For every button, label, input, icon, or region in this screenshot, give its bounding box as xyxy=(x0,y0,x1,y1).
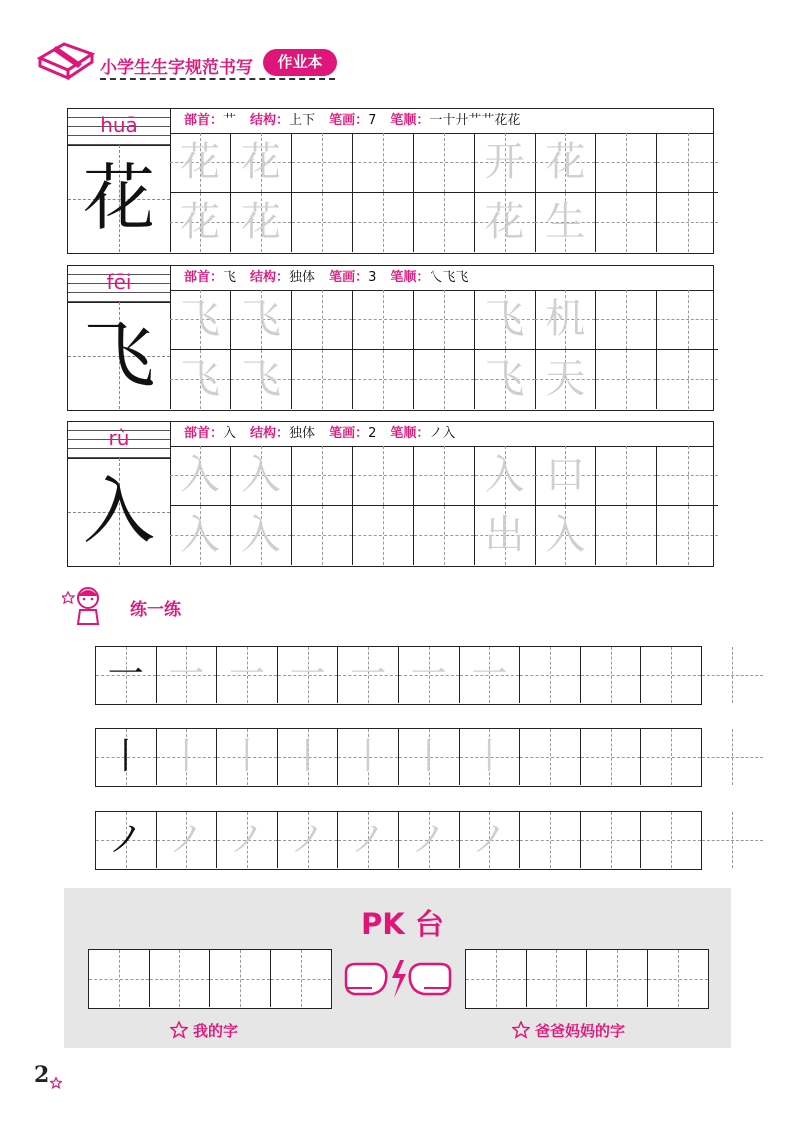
writing-cell[interactable] xyxy=(657,350,718,410)
pk-label-parents: 爸爸妈妈的字 xyxy=(535,1022,626,1040)
model-character-panel xyxy=(68,422,171,565)
trace-stroke: 一 xyxy=(289,654,326,695)
writing-cell[interactable] xyxy=(353,506,414,566)
practice-cell[interactable] xyxy=(338,812,399,868)
writing-cell[interactable] xyxy=(475,193,536,253)
writing-cell[interactable] xyxy=(596,133,657,193)
pinyin: huā xyxy=(100,113,138,137)
pk-grid-parents[interactable] xyxy=(465,949,709,1009)
radical-value: 飞 xyxy=(223,270,237,285)
trace-character xyxy=(414,506,474,566)
trace-character: 花 xyxy=(180,139,220,185)
writing-cell[interactable] xyxy=(475,350,536,410)
pk-cell[interactable] xyxy=(587,950,648,1007)
practice-cell[interactable] xyxy=(96,729,157,785)
writing-cell[interactable] xyxy=(414,133,475,193)
writing-cell[interactable] xyxy=(292,133,353,193)
writing-cell[interactable] xyxy=(231,350,292,410)
structure-label: 结构： xyxy=(250,270,290,285)
model-character-grid xyxy=(68,458,170,565)
practice-cell[interactable] xyxy=(217,647,278,703)
pinyin-lines xyxy=(68,422,170,459)
writing-cell[interactable] xyxy=(170,133,231,193)
writing-cell[interactable] xyxy=(596,350,657,410)
notebook-pencil-icon xyxy=(34,38,98,82)
trace-character: 机 xyxy=(545,296,586,342)
character-block xyxy=(67,421,714,567)
trace-character: 入 xyxy=(180,452,220,498)
trace-character xyxy=(353,290,413,349)
trace-stroke xyxy=(581,729,641,785)
trace-character: 入 xyxy=(240,511,281,558)
trace-character: 飞 xyxy=(484,296,525,342)
writing-grid[interactable] xyxy=(170,446,713,566)
trace-character xyxy=(657,193,718,253)
writing-cell[interactable] xyxy=(535,133,596,193)
practice-cell[interactable] xyxy=(338,647,399,703)
practice-cell[interactable] xyxy=(278,647,339,703)
trace-stroke: 一 xyxy=(350,654,387,695)
trace-stroke: ノ xyxy=(168,819,205,860)
practice-cell[interactable] xyxy=(278,812,339,868)
trace-character: 天 xyxy=(545,355,586,402)
trace-character: 飞 xyxy=(180,296,220,342)
model-character: 飞 xyxy=(82,313,155,397)
writing-cell[interactable] xyxy=(657,446,718,506)
trace-character: 入 xyxy=(240,452,281,498)
trace-character xyxy=(596,350,656,410)
pk-cell[interactable] xyxy=(466,950,527,1007)
trace-character: 花 xyxy=(484,198,525,245)
stroke-order-value: 一十廾艹艹花花 xyxy=(429,113,521,128)
structure-value: 独体 xyxy=(289,426,316,441)
trace-stroke: 丨 xyxy=(350,736,387,777)
trace-character xyxy=(414,290,474,349)
pk-cell[interactable] xyxy=(648,950,709,1007)
practice-cell[interactable] xyxy=(460,812,521,868)
model-stroke: 丨 xyxy=(107,736,144,777)
stroke-practice-row[interactable] xyxy=(95,728,702,787)
trace-character: 出 xyxy=(484,511,525,558)
stroke-order-label: 笔顺： xyxy=(390,426,430,441)
practice-cell[interactable] xyxy=(581,647,642,703)
star-icon xyxy=(170,1021,188,1039)
trace-character xyxy=(353,133,413,192)
practice-cell[interactable] xyxy=(96,647,157,703)
radical-label: 部首： xyxy=(184,426,224,441)
small-star-icon xyxy=(50,1077,62,1089)
character-info xyxy=(170,422,713,447)
trace-stroke: 一 xyxy=(471,654,508,695)
trace-character: 入 xyxy=(545,511,586,558)
trace-stroke: 一 xyxy=(410,654,447,695)
writing-cell[interactable] xyxy=(414,350,475,410)
practice-cell[interactable] xyxy=(460,647,521,703)
trace-stroke xyxy=(520,812,580,868)
trace-character xyxy=(292,133,352,192)
trace-character: 开 xyxy=(484,139,525,185)
trace-stroke: ノ xyxy=(289,819,326,860)
title-underline xyxy=(100,78,335,80)
trace-character: 花 xyxy=(240,198,281,245)
trace-character xyxy=(292,290,352,349)
structure-label: 结构： xyxy=(250,113,290,128)
trace-character xyxy=(292,446,352,505)
boxing-gloves-icon xyxy=(342,958,454,1004)
trace-stroke xyxy=(581,812,641,868)
pinyin-lines xyxy=(68,109,170,146)
trace-stroke: 丨 xyxy=(168,736,205,777)
page-number: 2 xyxy=(34,1062,50,1088)
trace-character: 生 xyxy=(545,198,586,245)
model-character: 入 xyxy=(82,469,155,553)
model-character-grid xyxy=(68,145,170,252)
writing-cell[interactable] xyxy=(353,350,414,410)
trace-character: 飞 xyxy=(240,296,281,342)
practice-cell[interactable] xyxy=(157,812,218,868)
stroke-order-label: 笔顺： xyxy=(390,270,430,285)
model-stroke: ノ xyxy=(107,819,144,860)
writing-cell[interactable] xyxy=(170,193,231,253)
writing-cell[interactable] xyxy=(292,446,353,506)
trace-character xyxy=(596,290,656,349)
trace-stroke: 一 xyxy=(168,654,205,695)
star-icon xyxy=(512,1021,530,1039)
trace-character xyxy=(596,133,656,192)
trace-stroke: 丨 xyxy=(471,736,508,777)
writing-cell[interactable] xyxy=(535,446,596,506)
trace-character xyxy=(292,350,352,410)
writing-cell[interactable] xyxy=(475,133,536,193)
writing-cell[interactable] xyxy=(353,290,414,350)
writing-cell[interactable] xyxy=(170,506,231,566)
practice-title: 练一练 xyxy=(130,600,181,620)
strokes-label: 笔画： xyxy=(329,426,369,441)
writing-cell[interactable] xyxy=(414,506,475,566)
trace-character: 飞 xyxy=(240,355,281,402)
writing-cell[interactable] xyxy=(170,446,231,506)
trace-stroke: 一 xyxy=(228,654,265,695)
trace-character: 花 xyxy=(180,198,220,245)
practice-cell[interactable] xyxy=(520,729,581,785)
practice-cell[interactable] xyxy=(338,729,399,785)
character-block xyxy=(67,265,714,411)
radical-value: 入 xyxy=(223,426,237,441)
trace-stroke xyxy=(702,812,763,868)
writing-cell[interactable] xyxy=(475,290,536,350)
trace-character xyxy=(353,193,413,253)
writing-cell[interactable] xyxy=(170,290,231,350)
writing-cell[interactable] xyxy=(414,193,475,253)
character-info xyxy=(170,266,713,291)
practice-cell[interactable] xyxy=(157,729,218,785)
character-info xyxy=(170,109,713,134)
practice-cell[interactable] xyxy=(520,812,581,868)
writing-cell[interactable] xyxy=(292,290,353,350)
pk-label-mine: 我的字 xyxy=(193,1022,239,1040)
trace-character xyxy=(414,133,474,192)
trace-stroke: ノ xyxy=(228,819,265,860)
writing-grid[interactable] xyxy=(170,133,713,253)
writing-cell[interactable] xyxy=(231,290,292,350)
stroke-order-value: 乀飞飞 xyxy=(429,270,469,285)
pk-title: PK 台 xyxy=(361,907,444,941)
practice-cell[interactable] xyxy=(460,729,521,785)
pinyin: fēi xyxy=(106,270,132,294)
writing-cell[interactable] xyxy=(353,446,414,506)
trace-character: 入 xyxy=(180,511,220,558)
character-block xyxy=(67,108,714,254)
strokes-value: 7 xyxy=(368,113,377,128)
strokes-value: 2 xyxy=(368,426,377,441)
pk-cell[interactable] xyxy=(527,950,588,1007)
radical-value: 艹 xyxy=(223,113,237,128)
strokes-label: 笔画： xyxy=(329,270,369,285)
model-character: 花 xyxy=(82,156,155,240)
pinyin: rù xyxy=(108,426,130,450)
trace-character xyxy=(292,193,352,253)
trace-character xyxy=(657,350,718,410)
trace-character xyxy=(657,290,718,349)
book-title: 小学生生字规范书写 xyxy=(100,58,253,78)
trace-character xyxy=(596,193,656,253)
practice-cell[interactable] xyxy=(217,729,278,785)
writing-cell[interactable] xyxy=(170,350,231,410)
writing-cell[interactable] xyxy=(596,290,657,350)
practice-cell[interactable] xyxy=(641,647,702,703)
trace-stroke: ノ xyxy=(350,819,387,860)
writing-cell[interactable] xyxy=(231,446,292,506)
practice-cell[interactable] xyxy=(399,812,460,868)
trace-stroke: ノ xyxy=(410,819,447,860)
practice-cell[interactable] xyxy=(702,729,763,785)
trace-character xyxy=(657,133,718,192)
trace-stroke: 丨 xyxy=(228,736,265,777)
practice-cell[interactable] xyxy=(399,647,460,703)
writing-cell[interactable] xyxy=(292,350,353,410)
structure-value: 独体 xyxy=(289,270,316,285)
writing-cell[interactable] xyxy=(535,350,596,410)
trace-stroke xyxy=(641,729,701,785)
trace-character xyxy=(414,350,474,410)
writing-cell[interactable] xyxy=(414,446,475,506)
practice-cell[interactable] xyxy=(96,812,157,868)
book-badge: 作业本 xyxy=(263,49,337,76)
trace-character xyxy=(353,350,413,410)
structure-value: 上下 xyxy=(289,113,316,128)
stroke-order-label: 笔顺： xyxy=(390,113,430,128)
trace-character: 花 xyxy=(240,139,281,185)
practice-cell[interactable] xyxy=(399,729,460,785)
practice-cell[interactable] xyxy=(702,812,763,868)
trace-stroke: 丨 xyxy=(289,736,326,777)
practice-cell[interactable] xyxy=(581,729,642,785)
trace-character: 口 xyxy=(545,452,586,498)
trace-stroke: 丨 xyxy=(410,736,447,777)
writing-cell[interactable] xyxy=(535,290,596,350)
writing-cell[interactable] xyxy=(353,193,414,253)
writing-cell[interactable] xyxy=(353,133,414,193)
trace-character: 飞 xyxy=(180,355,220,402)
writing-cell[interactable] xyxy=(535,193,596,253)
pk-cell[interactable] xyxy=(271,950,332,1007)
pk-grid-mine[interactable] xyxy=(88,949,332,1009)
pk-cell[interactable] xyxy=(89,950,150,1007)
trace-stroke xyxy=(520,729,580,785)
stroke-order-value: ノ入 xyxy=(429,426,456,441)
model-character-grid xyxy=(68,302,170,409)
trace-stroke xyxy=(520,647,580,703)
writing-cell[interactable] xyxy=(596,506,657,566)
trace-stroke xyxy=(641,812,701,868)
trace-character xyxy=(596,446,656,505)
writing-cell[interactable] xyxy=(657,193,718,253)
strokes-value: 3 xyxy=(368,270,377,285)
trace-stroke: ノ xyxy=(471,819,508,860)
practice-cell[interactable] xyxy=(217,812,278,868)
writing-cell[interactable] xyxy=(657,290,718,350)
trace-character xyxy=(596,506,656,566)
model-character-panel xyxy=(68,266,171,409)
radical-label: 部首： xyxy=(184,270,224,285)
writing-cell[interactable] xyxy=(292,506,353,566)
practice-cell[interactable] xyxy=(278,729,339,785)
trace-stroke xyxy=(702,729,763,785)
writing-cell[interactable] xyxy=(535,506,596,566)
trace-stroke xyxy=(702,647,763,703)
trace-stroke xyxy=(641,647,701,703)
model-character-panel xyxy=(68,109,171,252)
model-stroke: 一 xyxy=(107,654,144,695)
trace-character xyxy=(657,446,718,505)
trace-character: 花 xyxy=(545,139,586,185)
writing-cell[interactable] xyxy=(414,290,475,350)
trace-character xyxy=(353,506,413,566)
writing-cell[interactable] xyxy=(292,193,353,253)
structure-label: 结构： xyxy=(250,426,290,441)
trace-character: 入 xyxy=(484,452,525,498)
practice-cell[interactable] xyxy=(520,647,581,703)
writing-cell[interactable] xyxy=(231,133,292,193)
kid-icon xyxy=(62,584,114,628)
strokes-label: 笔画： xyxy=(329,113,369,128)
writing-cell[interactable] xyxy=(657,133,718,193)
stroke-practice-row[interactable] xyxy=(95,646,702,705)
practice-cell[interactable] xyxy=(581,812,642,868)
trace-character xyxy=(353,446,413,505)
practice-cell[interactable] xyxy=(157,647,218,703)
trace-stroke xyxy=(581,647,641,703)
practice-cell[interactable] xyxy=(702,647,763,703)
pinyin-lines xyxy=(68,266,170,303)
practice-cell[interactable] xyxy=(641,812,702,868)
trace-character xyxy=(414,193,474,253)
writing-cell[interactable] xyxy=(231,506,292,566)
radical-label: 部首： xyxy=(184,113,224,128)
writing-cell[interactable] xyxy=(475,506,536,566)
writing-cell[interactable] xyxy=(657,506,718,566)
writing-cell[interactable] xyxy=(231,193,292,253)
trace-character: 飞 xyxy=(484,355,525,402)
pk-cell[interactable] xyxy=(210,950,271,1007)
pk-cell[interactable] xyxy=(150,950,211,1007)
practice-cell[interactable] xyxy=(641,729,702,785)
writing-cell[interactable] xyxy=(596,446,657,506)
trace-character xyxy=(292,506,352,566)
writing-cell[interactable] xyxy=(475,446,536,506)
stroke-practice-row[interactable] xyxy=(95,811,702,870)
trace-character xyxy=(657,506,718,566)
trace-character xyxy=(414,446,474,505)
writing-cell[interactable] xyxy=(596,193,657,253)
writing-grid[interactable] xyxy=(170,290,713,410)
